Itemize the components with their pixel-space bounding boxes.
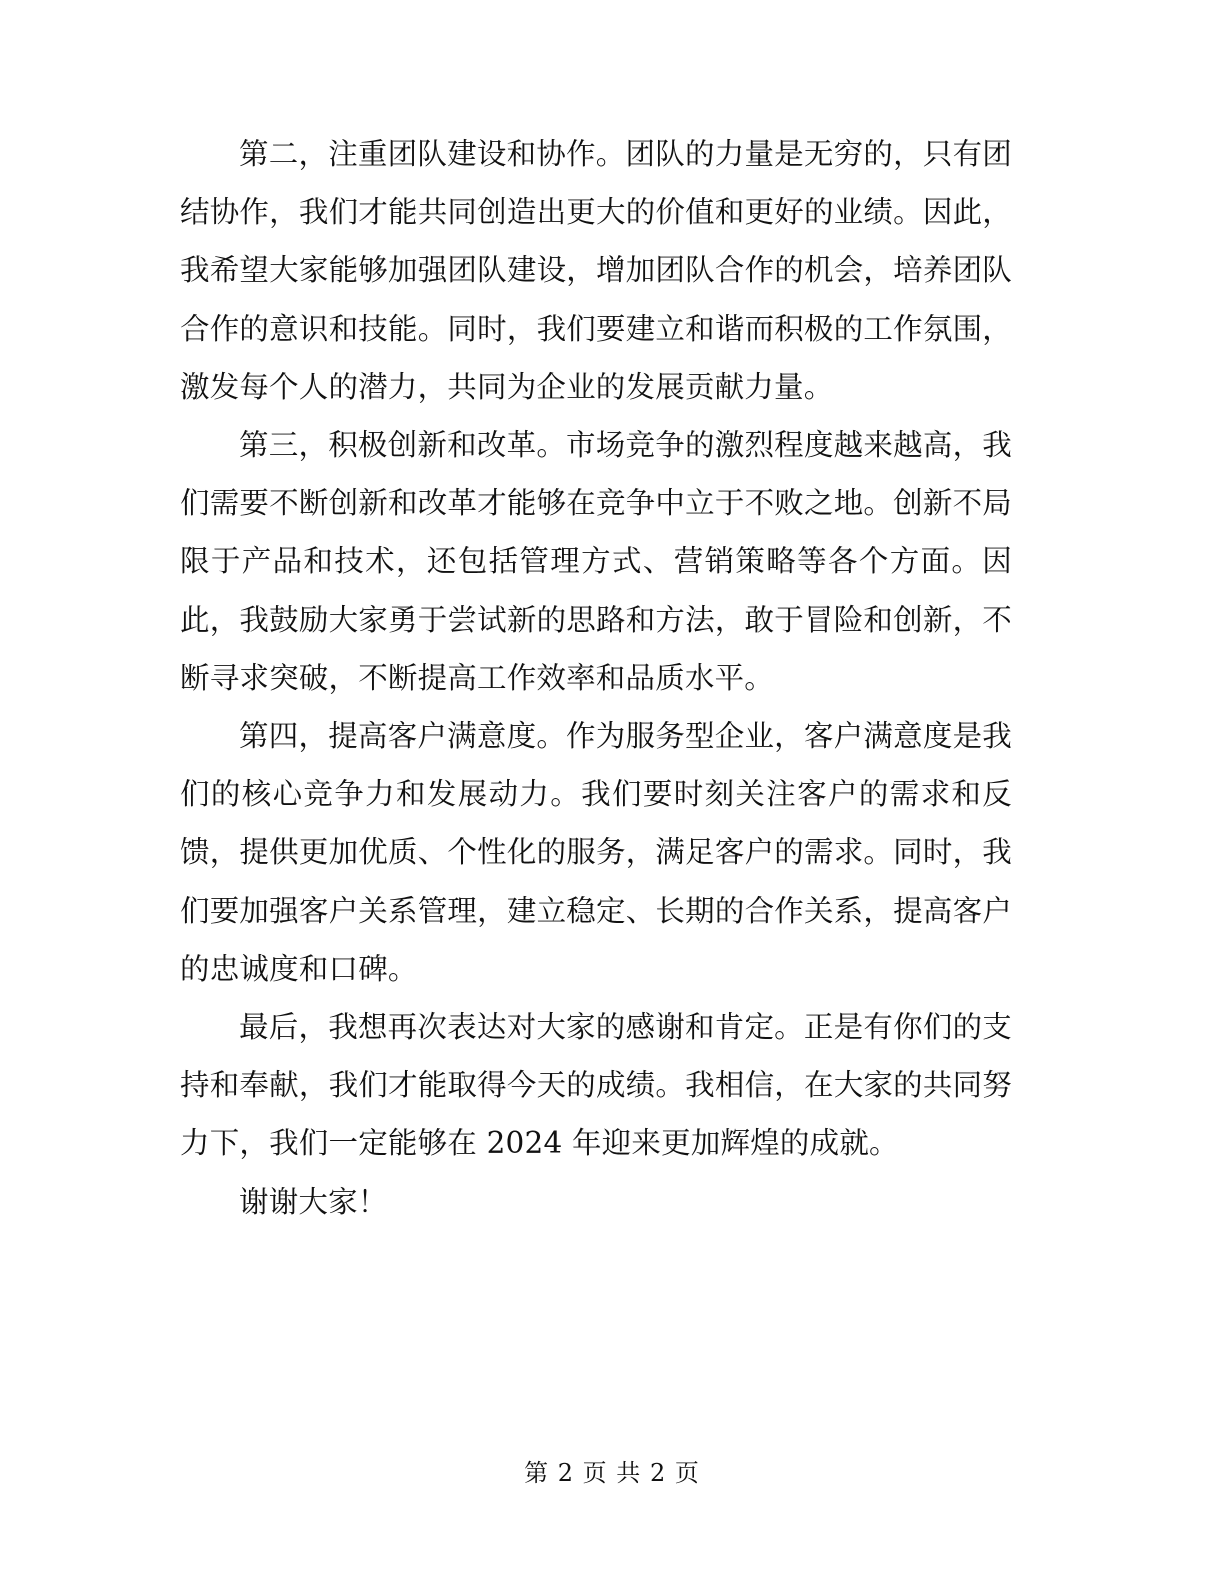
paragraph-team-building: 第二，注重团队建设和协作。团队的力量是无穷的，只有团结协作，我们才能共同创造出更大的价值和更好的业绩。因此，我希望大家能够加强团队建设，增加团队合作的机会，培养团队合作的意识和技能。同时，我们要建立和谐而积极的工作氛围，激发每个人的潜力，共同为企业的发展贡献力量。 bbox=[180, 137, 1012, 404]
document-body bbox=[180, 125, 1012, 1231]
page-number-label: 第 2 页 共 2 页 bbox=[524, 1459, 700, 1487]
paragraph-thanks: 谢谢大家！ bbox=[239, 1184, 388, 1219]
paragraph-customer-satisfaction: 第四，提高客户满意度。作为服务型企业，客户满意度是我们的核心竞争力和发展动力。我们要时刻关注客户的需求和反馈，提供更加优质、个性化的服务，满足客户的需求。同时，我们要加强客户关系管理，建立稳定、长期的合作关系，提高客户的忠诚度和口碑。 bbox=[180, 719, 1012, 986]
page-footer bbox=[0, 1458, 1224, 1488]
paragraph-closing: 最后，我想再次表达对大家的感谢和肯定。正是有你们的支持和奉献，我们才能取得今天的成绩。我相信，在大家的共同努力下，我们一定能够在 2024 年迎来更加辉煌的成就。 bbox=[180, 1010, 1012, 1161]
paragraph-innovation: 第三，积极创新和改革。市场竞争的激烈程度越来越高，我们需要不断创新和改革才能够在竞争中立于不败之地。创新不局限于产品和技术，还包括管理方式、营销策略等各个方面。因此，我鼓励大家勇于尝试新的思路和方法，敢于冒险和创新，不断寻求突破，不断提高工作效率和品质水平。 bbox=[180, 428, 1012, 695]
